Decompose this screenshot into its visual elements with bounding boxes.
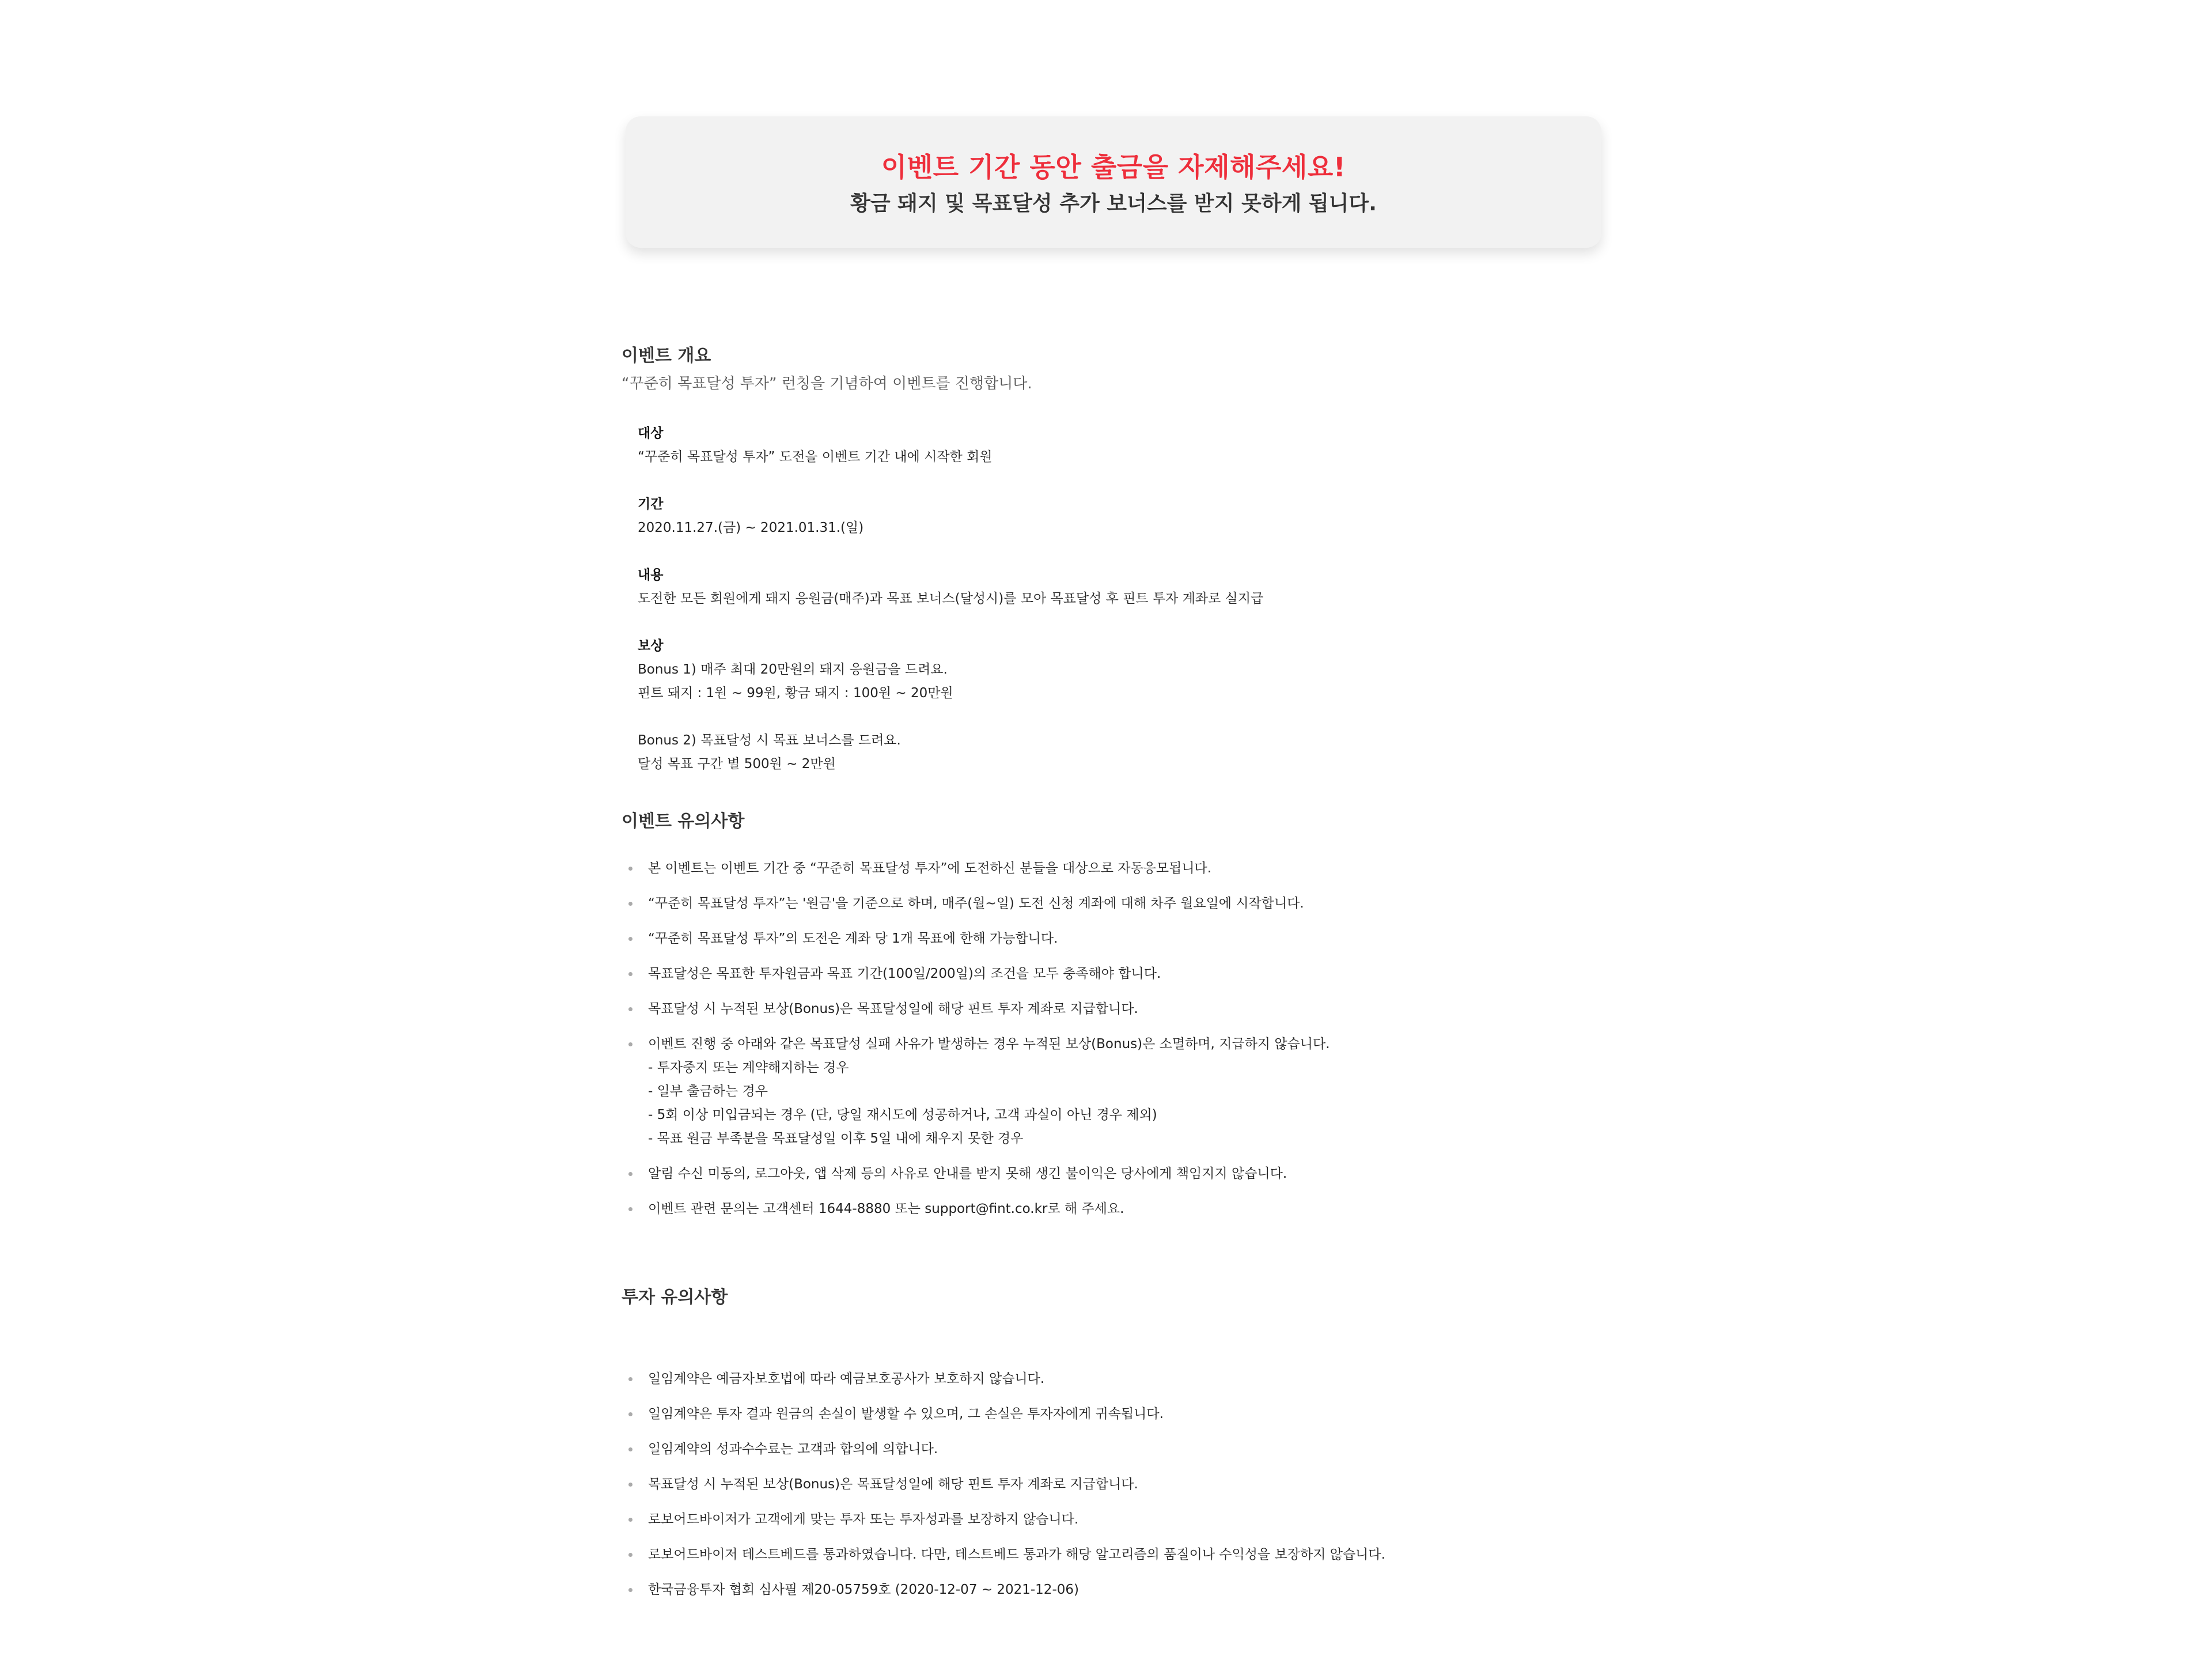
- list-item: 목표달성 시 누적된 보상(Bonus)은 목표달성일에 해당 핀트 투자 계좌로 지급합니다.: [622, 1473, 1385, 1496]
- failure-reason: - 5회 이상 미입금되는 경우 (단, 당일 재시도에 성공하거나, 고객 과실이 아닌 경우 제외): [648, 1107, 1157, 1122]
- bullet-icon: [628, 902, 632, 906]
- list-item: 이벤트 관련 문의는 고객센터 1644-8880 또는 support@fint.co.kr로 해 주세요.: [622, 1197, 1330, 1221]
- list-item: 한국금융투자 협회 심사필 제20-05759호 (2020-12-07 ~ 2021-12-06): [622, 1578, 1385, 1602]
- overview-details: [638, 422, 1263, 776]
- content-text: 도전한 모든 회원에게 돼지 응원금(매주)과 목표 보너스(달성시)를 모아 목표달성 후 핀트 투자 계좌로 실지급: [638, 591, 1264, 606]
- investment-notes-heading: 투자 유의사항: [622, 1287, 728, 1307]
- reward-bonus2-detail: 달성 목표 구간 별 500원 ~ 2만원: [638, 757, 836, 772]
- overview-heading: 이벤트 개요: [622, 346, 711, 366]
- bullet-icon: [628, 1483, 632, 1487]
- event-notes-list: [622, 857, 1330, 1232]
- bullet-icon: [628, 937, 632, 941]
- bullet-icon: [628, 867, 632, 871]
- target-text: “꾸준히 목표달성 투자” 도전을 이벤트 기간 내에 시작한 회원: [638, 449, 993, 464]
- list-item: 일임계약의 성과수수료는 고객과 합의에 의합니다.: [622, 1438, 1385, 1461]
- list-item: 본 이벤트는 이벤트 기간 중 “꾸준히 목표달성 투자”에 도전하신 분들을 대상으로 자동응모됩니다.: [622, 857, 1330, 880]
- bullet-icon: [628, 1447, 632, 1451]
- failure-reason: - 투자중지 또는 계약해지하는 경우: [648, 1060, 849, 1075]
- list-item: 목표달성은 목표한 투자원금과 목표 기간(100일/200일)의 조건을 모두 충족해야 합니다.: [622, 962, 1330, 986]
- bullet-icon: [628, 1377, 632, 1381]
- bullet-icon: [628, 972, 632, 976]
- list-item: 로보어드바이저 테스트베드를 통과하였습니다. 다만, 테스트베드 통과가 해당 알고리즘의 품질이나 수익성을 보장하지 않습니다.: [622, 1543, 1385, 1567]
- reward-bonus1: Bonus 1) 매주 최대 20만원의 돼지 응원금을 드려요.: [638, 662, 948, 677]
- overview-description: “꾸준히 목표달성 투자” 런칭을 기념하여 이벤트를 진행합니다.: [622, 375, 1032, 392]
- list-item: 목표달성 시 누적된 보상(Bonus)은 목표달성일에 해당 핀트 투자 계좌로 지급합니다.: [622, 997, 1330, 1021]
- content-label: 내용: [638, 568, 664, 583]
- reward-label: 보상: [638, 638, 664, 653]
- reward-bonus2: Bonus 2) 목표달성 시 목표 보너스를 드려요.: [638, 733, 901, 748]
- bullet-icon: [628, 1207, 632, 1211]
- bullet-icon: [628, 1518, 632, 1522]
- notice-title: 이벤트 기간 동안 출금을 자제해주세요!: [881, 152, 1346, 183]
- list-item: “꾸준히 목표달성 투자”는 '원금'을 기준으로 하며, 매주(월~일) 도전 신청 계좌에 대해 차주 월요일에 시작합니다.: [622, 892, 1330, 916]
- notice-banner: [626, 116, 1601, 248]
- list-item: 일임계약은 투자 결과 원금의 손실이 발생할 수 있으며, 그 손실은 투자자에게 귀속됩니다.: [622, 1402, 1385, 1426]
- bullet-icon: [628, 1172, 632, 1176]
- bullet-icon: [628, 1553, 632, 1557]
- notice-subtitle: 황금 돼지 및 목표달성 추가 보너스를 받지 못하게 됩니다.: [850, 192, 1377, 215]
- failure-reason: - 목표 원금 부족분을 목표달성일 이후 5일 내에 채우지 못한 경우: [648, 1131, 1024, 1146]
- event-notes-heading: 이벤트 유의사항: [622, 811, 745, 831]
- reward-bonus1-detail: 핀트 돼지 : 1원 ~ 99원, 황금 돼지 : 100원 ~ 20만원: [638, 686, 953, 701]
- bullet-icon: [628, 1042, 632, 1046]
- target-label: 대상: [638, 426, 664, 441]
- list-item: 이벤트 진행 중 아래와 같은 목표달성 실패 사유가 발생하는 경우 누적된 보상(Bonus)은 소멸하며, 지급하지 않습니다. - 투자중지 또는 계약해지하는 경우 - 일부 출금하는 경우 - 5회 이상 미입금되는 경우 (단, 당일 재시도에 성공하거나, 고객 과실이 아닌 경우 제외) - 목표 원금 부족분을 목표달성일 이후 5일 내에 채우지 못한 경우: [622, 1033, 1330, 1151]
- investment-notes-list: [622, 1367, 1385, 1613]
- list-item: 로보어드바이저가 고객에게 맞는 투자 또는 투자성과를 보장하지 않습니다.: [622, 1508, 1385, 1532]
- bullet-icon: [628, 1412, 632, 1416]
- list-item: 알림 수신 미동의, 로그아웃, 앱 삭제 등의 사유로 안내를 받지 못해 생긴 불이익은 당사에게 책임지지 않습니다.: [622, 1162, 1330, 1186]
- list-item: “꾸준히 목표달성 투자”의 도전은 계좌 당 1개 목표에 한해 가능합니다.: [622, 927, 1330, 951]
- period-label: 기간: [638, 497, 664, 512]
- failure-reason: - 일부 출금하는 경우: [648, 1084, 768, 1099]
- list-item: 일임계약은 예금자보호법에 따라 예금보호공사가 보호하지 않습니다.: [622, 1367, 1385, 1391]
- bullet-icon: [628, 1007, 632, 1011]
- period-text: 2020.11.27.(금) ~ 2021.01.31.(일): [638, 520, 864, 535]
- bullet-icon: [628, 1588, 632, 1592]
